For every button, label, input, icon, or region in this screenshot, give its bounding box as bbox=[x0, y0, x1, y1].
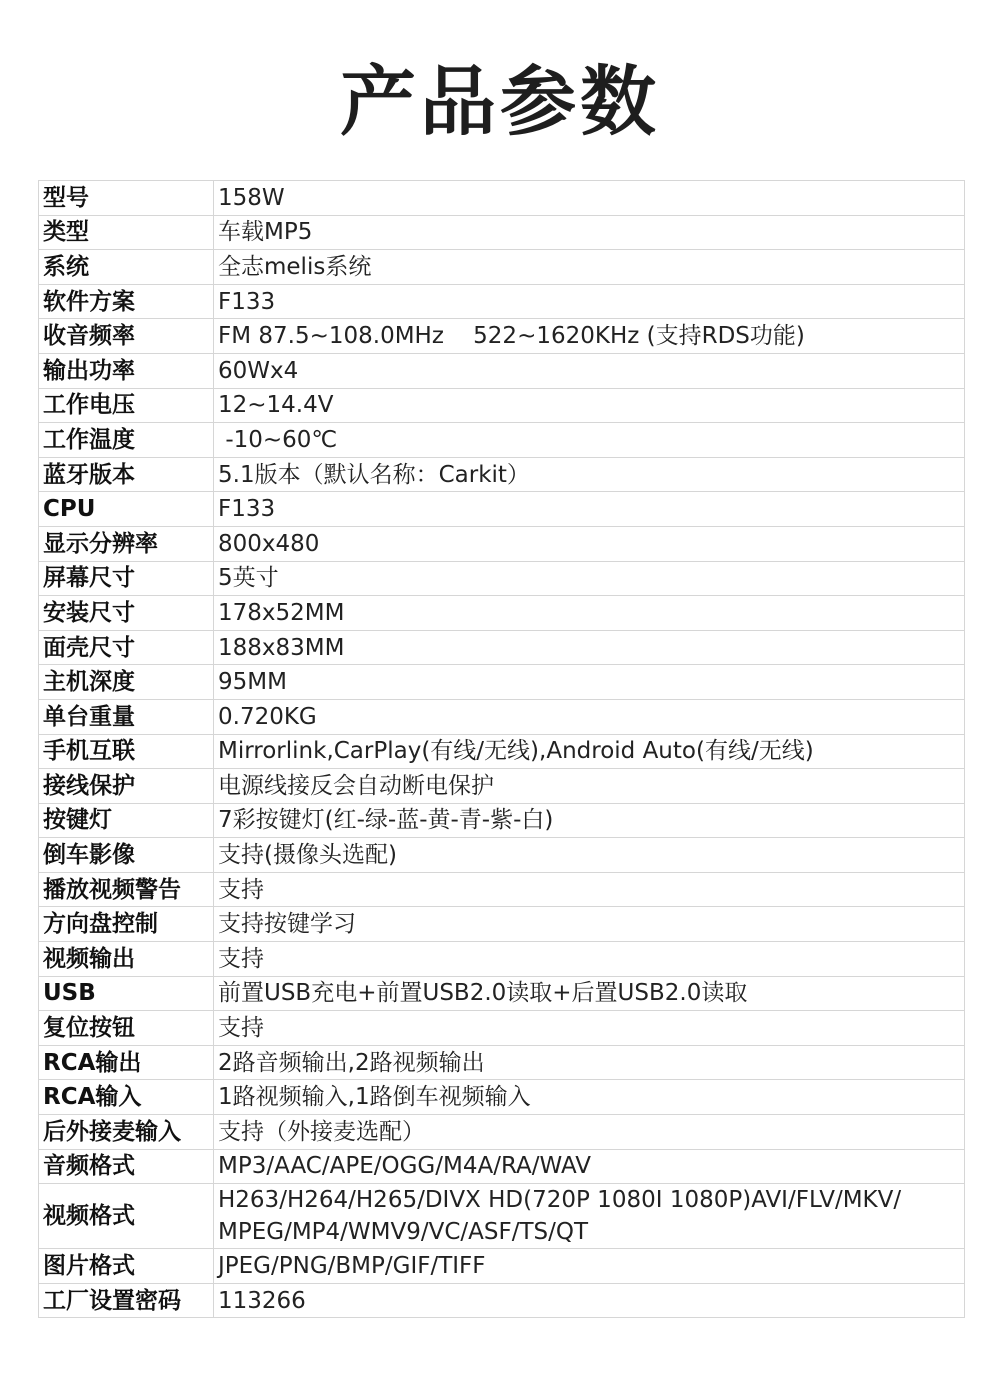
spec-value: MP3/AAC/APE/OGG/M4A/RA/WAV bbox=[214, 1149, 965, 1184]
spec-label: 输出功率 bbox=[39, 353, 214, 388]
spec-label: RCA输入 bbox=[39, 1080, 214, 1115]
spec-label: 蓝牙版本 bbox=[39, 457, 214, 492]
spec-label: USB bbox=[39, 976, 214, 1011]
table-row bbox=[39, 769, 965, 804]
spec-value: 60Wx4 bbox=[214, 353, 965, 388]
spec-label: 类型 bbox=[39, 215, 214, 250]
table-row bbox=[39, 1045, 965, 1080]
table-row bbox=[39, 561, 965, 596]
spec-label: 音频格式 bbox=[39, 1149, 214, 1184]
spec-label: RCA输出 bbox=[39, 1045, 214, 1080]
spec-value: 5.1版本（默认名称：Carkit） bbox=[214, 457, 965, 492]
table-row bbox=[39, 353, 965, 388]
spec-value: 前置USB充电+前置USB2.0读取+后置USB2.0读取 bbox=[214, 976, 965, 1011]
table-row bbox=[39, 215, 965, 250]
table-row bbox=[39, 1149, 965, 1184]
spec-label: 屏幕尺寸 bbox=[39, 561, 214, 596]
spec-label: 按键灯 bbox=[39, 803, 214, 838]
table-row bbox=[39, 526, 965, 561]
spec-value: 全志melis系统 bbox=[214, 250, 965, 285]
table-row bbox=[39, 665, 965, 700]
spec-value: 7彩按键灯(红-绿-蓝-黄-青-紫-白) bbox=[214, 803, 965, 838]
table-row bbox=[39, 976, 965, 1011]
spec-value: -10~60℃ bbox=[214, 423, 965, 458]
spec-label: 倒车影像 bbox=[39, 838, 214, 873]
spec-label: 视频格式 bbox=[39, 1184, 214, 1249]
table-row bbox=[39, 284, 965, 319]
table-row bbox=[39, 699, 965, 734]
spec-label: 接线保护 bbox=[39, 769, 214, 804]
spec-value: 支持 bbox=[214, 1011, 965, 1046]
spec-label: 工厂设置密码 bbox=[39, 1283, 214, 1318]
spec-value: 800x480 bbox=[214, 526, 965, 561]
spec-label: 手机互联 bbox=[39, 734, 214, 769]
spec-value: 支持（外接麦选配） bbox=[214, 1115, 965, 1150]
spec-label: 收音频率 bbox=[39, 319, 214, 354]
table-row bbox=[39, 319, 965, 354]
spec-label: 显示分辨率 bbox=[39, 526, 214, 561]
spec-value: 158W bbox=[214, 181, 965, 216]
spec-value: 113266 bbox=[214, 1283, 965, 1318]
spec-label: 主机深度 bbox=[39, 665, 214, 700]
spec-label: 安装尺寸 bbox=[39, 596, 214, 631]
spec-value: 支持 bbox=[214, 942, 965, 977]
spec-value: 95MM bbox=[214, 665, 965, 700]
spec-label: 后外接麦输入 bbox=[39, 1115, 214, 1150]
table-row bbox=[39, 457, 965, 492]
spec-value: F133 bbox=[214, 284, 965, 319]
spec-value: 支持按键学习 bbox=[214, 907, 965, 942]
table-row bbox=[39, 1249, 965, 1284]
table-row bbox=[39, 838, 965, 873]
spec-value: 178x52MM bbox=[214, 596, 965, 631]
spec-value: 支持 bbox=[214, 872, 965, 907]
table-row bbox=[39, 1283, 965, 1318]
spec-label: 系统 bbox=[39, 250, 214, 285]
spec-value: 支持(摄像头选配) bbox=[214, 838, 965, 873]
spec-value: 188x83MM bbox=[214, 630, 965, 665]
table-row bbox=[39, 872, 965, 907]
spec-label: 方向盘控制 bbox=[39, 907, 214, 942]
table-row bbox=[39, 1011, 965, 1046]
spec-value: 1路视频输入,1路倒车视频输入 bbox=[214, 1080, 965, 1115]
table-row bbox=[39, 423, 965, 458]
spec-label: 播放视频警告 bbox=[39, 872, 214, 907]
spec-value: FM 87.5~108.0MHz 522~1620KHz (支持RDS功能) bbox=[214, 319, 965, 354]
table-row bbox=[39, 803, 965, 838]
spec-value: 2路音频输出,2路视频输出 bbox=[214, 1045, 965, 1080]
table-row bbox=[39, 596, 965, 631]
table-row bbox=[39, 492, 965, 527]
spec-label: 视频输出 bbox=[39, 942, 214, 977]
spec-value: 0.720KG bbox=[214, 699, 965, 734]
spec-value: 12~14.4V bbox=[214, 388, 965, 423]
spec-value: Mirrorlink,CarPlay(有线/无线),Android Auto(有线/无线) bbox=[214, 734, 965, 769]
spec-value: H263/H264/H265/DIVX HD(720P 1080I 1080P)AVI/FLV/MKV/ MPEG/MP4/WMV9/VC/ASF/TS/QT bbox=[214, 1184, 965, 1249]
page-title: 产品参数 bbox=[340, 57, 660, 146]
table-row bbox=[39, 1080, 965, 1115]
spec-label: 单台重量 bbox=[39, 699, 214, 734]
spec-value: 车载MP5 bbox=[214, 215, 965, 250]
spec-value: 电源线接反会自动断电保护 bbox=[214, 769, 965, 804]
spec-label: CPU bbox=[39, 492, 214, 527]
spec-value: 5英寸 bbox=[214, 561, 965, 596]
spec-label: 工作电压 bbox=[39, 388, 214, 423]
table-row bbox=[39, 630, 965, 665]
table-row bbox=[39, 942, 965, 977]
spec-label: 型号 bbox=[39, 181, 214, 216]
table-row bbox=[39, 734, 965, 769]
spec-table bbox=[38, 180, 965, 1318]
spec-label: 面壳尺寸 bbox=[39, 630, 214, 665]
spec-label: 图片格式 bbox=[39, 1249, 214, 1284]
spec-value: JPEG/PNG/BMP/GIF/TIFF bbox=[214, 1249, 965, 1284]
table-row bbox=[39, 1184, 965, 1249]
spec-label: 软件方案 bbox=[39, 284, 214, 319]
spec-label: 工作温度 bbox=[39, 423, 214, 458]
spec-value: F133 bbox=[214, 492, 965, 527]
table-row bbox=[39, 250, 965, 285]
table-row bbox=[39, 388, 965, 423]
table-row bbox=[39, 907, 965, 942]
table-row bbox=[39, 1115, 965, 1150]
spec-label: 复位按钮 bbox=[39, 1011, 214, 1046]
table-row bbox=[39, 181, 965, 216]
